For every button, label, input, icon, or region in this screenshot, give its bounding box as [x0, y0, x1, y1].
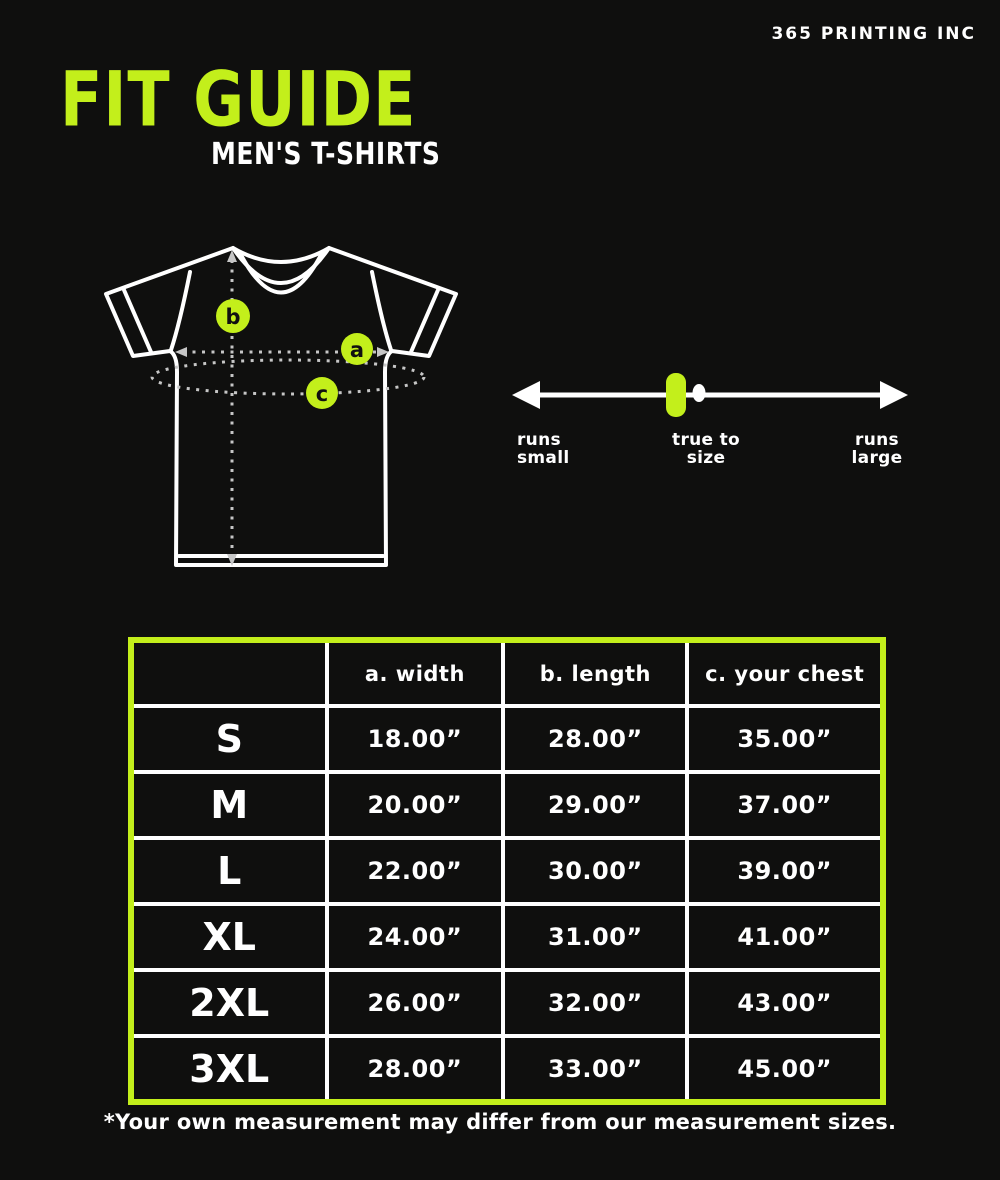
- table-row-s: [131, 706, 883, 772]
- tshirt-measurement-diagram: [80, 220, 500, 600]
- length-value: 30.00”: [503, 838, 687, 904]
- size-chart-table: [128, 637, 886, 1105]
- header-length: b. length: [503, 640, 687, 706]
- table-row-3xl: [131, 1036, 883, 1102]
- chest-value: 43.00”: [687, 970, 883, 1036]
- table-row-2xl: [131, 970, 883, 1036]
- guide-arrowheads: [175, 250, 389, 566]
- length-value: 33.00”: [503, 1036, 687, 1102]
- width-value: 28.00”: [327, 1036, 504, 1102]
- length-value: 31.00”: [503, 904, 687, 970]
- brand-name: 365 PRINTING INC: [771, 24, 976, 44]
- length-value: 28.00”: [503, 706, 687, 772]
- fit-scale-arrow-icon: [512, 381, 908, 409]
- fit-scale: [500, 355, 940, 435]
- chest-value: 37.00”: [687, 772, 883, 838]
- marker-a-label: a: [349, 338, 365, 362]
- size-label: 3XL: [131, 1036, 327, 1102]
- marker-a: [341, 333, 373, 365]
- scale-label-true-to-size: true to size: [672, 430, 740, 468]
- size-label: L: [131, 838, 327, 904]
- header-width: a. width: [327, 640, 504, 706]
- chest-value: 39.00”: [687, 838, 883, 904]
- marker-b: [216, 299, 250, 333]
- scale-label-runs-large: runs large: [851, 430, 903, 468]
- size-label: XL: [131, 904, 327, 970]
- size-label: 2XL: [131, 970, 327, 1036]
- measurement-disclaimer: *Your own measurement may differ from our measurement sizes.: [103, 1110, 897, 1134]
- table-row-m: [131, 772, 883, 838]
- chest-value: 45.00”: [687, 1036, 883, 1102]
- page-subtitle: MEN'S T-SHIRTS: [211, 136, 441, 172]
- marker-c: [306, 377, 338, 409]
- chest-value: 35.00”: [687, 706, 883, 772]
- length-value: 32.00”: [503, 970, 687, 1036]
- header-chest: c. your chest: [687, 640, 883, 706]
- fit-scale-center-dot: [693, 384, 706, 402]
- fit-scale-marker: [666, 373, 686, 417]
- tshirt-outline-icon: [106, 248, 456, 565]
- width-value: 20.00”: [327, 772, 504, 838]
- chest-value: 41.00”: [687, 904, 883, 970]
- width-value: 24.00”: [327, 904, 504, 970]
- marker-b-label: b: [225, 305, 241, 329]
- width-value: 22.00”: [327, 838, 504, 904]
- header-size: [131, 640, 327, 706]
- length-value: 29.00”: [503, 772, 687, 838]
- width-value: 18.00”: [327, 706, 504, 772]
- width-value: 26.00”: [327, 970, 504, 1036]
- table-row-xl: [131, 904, 883, 970]
- size-label: S: [131, 706, 327, 772]
- table-row-l: [131, 838, 883, 904]
- size-label: M: [131, 772, 327, 838]
- scale-label-runs-small: runs small: [517, 430, 570, 468]
- page-title: FIT GUIDE: [60, 54, 417, 144]
- table-header-row: [131, 640, 883, 706]
- marker-c-label: c: [315, 382, 329, 406]
